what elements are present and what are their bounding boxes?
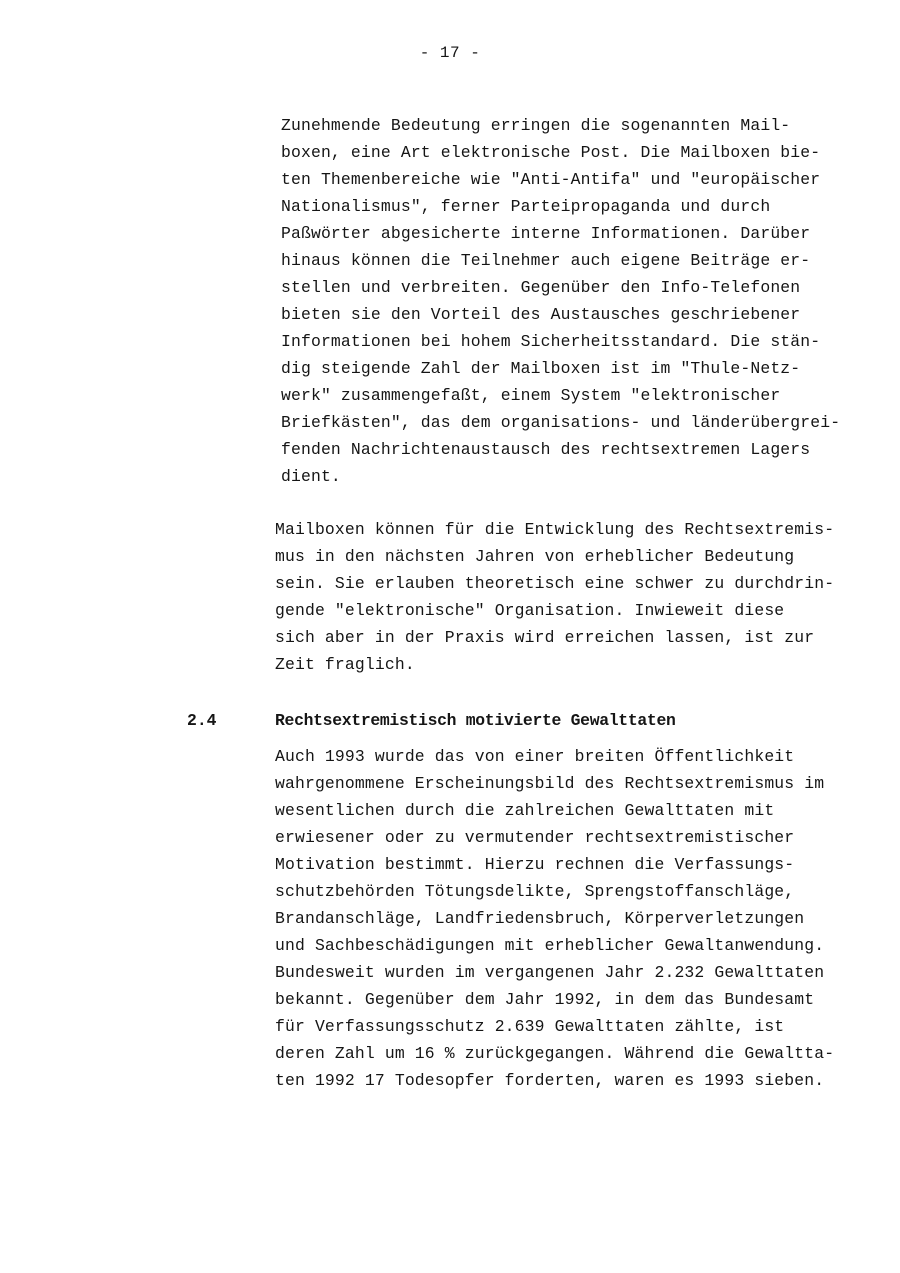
text-line: deren Zahl um 16 % zurückgegangen. Während die Gewaltta- [275,1044,835,1063]
text-line: Zeit fraglich. [275,655,415,674]
text-line: mus in den nächsten Jahren von erheblicher Bedeutung [275,547,795,566]
text-line: dient. [281,467,341,486]
text-line: sein. Sie erlauben theoretisch eine schwer zu durchdrin- [275,574,835,593]
section-title: Rechtsextremistisch motivierte Gewalttaten [275,711,676,730]
text-line: Informationen bei hohem Sicherheitsstandard. Die stän- [281,332,821,351]
text-line: boxen, eine Art elektronische Post. Die Mailboxen bie- [281,143,821,162]
text-line: Nationalismus", ferner Parteipropaganda und durch [281,197,771,216]
section-number: 2.4 [187,711,217,730]
text-line: Motivation bestimmt. Hierzu rechnen die Verfassungs- [275,855,795,874]
text-line: hinaus können die Teilnehmer auch eigene Beiträge er- [281,251,811,270]
text-line: ten Themenbereiche wie "Anti-Antifa" und "europäischer [281,170,821,189]
text-line: Bundesweit wurden im vergangenen Jahr 2.232 Gewalttaten [275,963,825,982]
text-line: Zunehmende Bedeutung erringen die sogenannten Mail- [281,116,791,135]
text-line: fenden Nachrichtenaustausch des rechtsextremen Lagers [281,440,811,459]
text-line: werk" zusammengefaßt, einem System "elektronischer [281,386,781,405]
text-line: Auch 1993 wurde das von einer breiten Öffentlichkeit [275,747,795,766]
text-line: erwiesener oder zu vermutender rechtsextremistischer [275,828,795,847]
page-number: - 17 - [419,44,481,62]
text-line: stellen und verbreiten. Gegenüber den Info-Telefonen [281,278,801,297]
text-line: Briefkästen", das dem organisations- und länderübergrei- [281,413,841,432]
text-line: gende "elektronische" Organisation. Inwieweit diese [275,601,785,620]
text-line: und Sachbeschädigungen mit erheblicher Gewaltanwendung. [275,936,825,955]
text-line: dig steigende Zahl der Mailboxen ist im "Thule-Netz- [281,359,801,378]
text-line: sich aber in der Praxis wird erreichen lassen, ist zur [275,628,815,647]
text-line: ten 1992 17 Todesopfer forderten, waren es 1993 sieben. [275,1071,825,1090]
text-line: schutzbehörden Tötungsdelikte, Sprengstoffanschläge, [275,882,795,901]
text-line: für Verfassungsschutz 2.639 Gewalttaten zählte, ist [275,1017,785,1036]
text-line: bekannt. Gegenüber dem Jahr 1992, in dem das Bundesamt [275,990,815,1009]
text-line: Paßwörter abgesicherte interne Informationen. Darüber [281,224,811,243]
text-line: Mailboxen können für die Entwicklung des Rechtsextremis- [275,520,835,539]
text-line: Brandanschläge, Landfriedensbruch, Körperverletzungen [275,909,805,928]
text-line: wesentlichen durch die zahlreichen Gewalttaten mit [275,801,775,820]
text-line: wahrgenommene Erscheinungsbild des Rechtsextremismus im [275,774,825,793]
text-line: bieten sie den Vorteil des Austausches geschriebener [281,305,801,324]
